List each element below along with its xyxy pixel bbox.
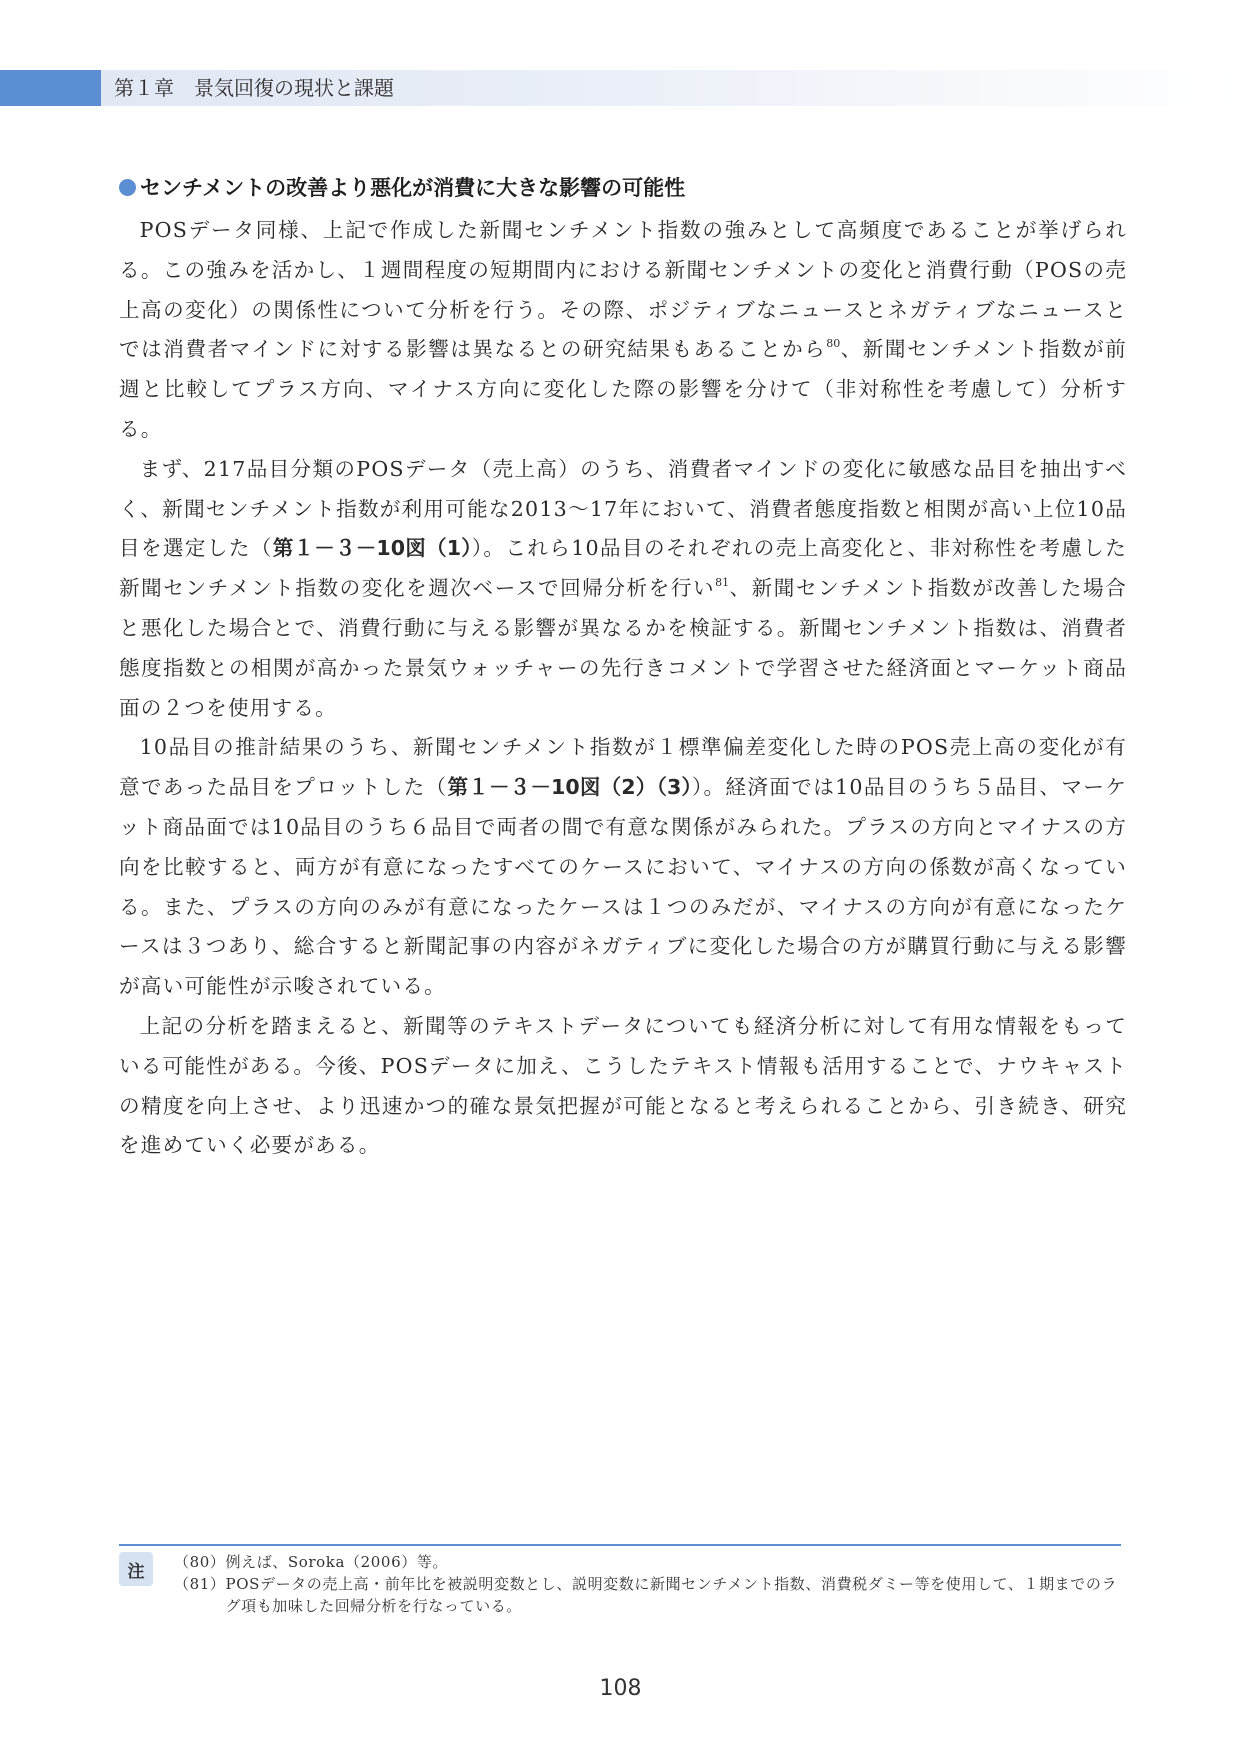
paragraph-1-text-b: 、新聞センチメント指数が前週と比較してプラス方向、マイナス方向に変化した際の影響を分けて（非対称性を考慮して）分析する。 bbox=[119, 337, 1127, 441]
bullet-circle-icon bbox=[119, 179, 136, 196]
paragraph-2-text-b: ）。これら10品目のそれぞれの売上高変化と、非対称性を考慮した新聞センチメント指数の変化を週次ベースで回帰分析を行い bbox=[119, 536, 1127, 601]
chapter-header-tab bbox=[0, 70, 101, 106]
notes-divider bbox=[119, 1544, 1121, 1546]
footnote-text: 例えば、Soroka（2006）等。 bbox=[225, 1553, 449, 1571]
figure-reference: 第１－３－10図（1） bbox=[272, 536, 472, 561]
footnote-item bbox=[174, 1551, 1120, 1573]
paragraph-3-text-a: 10品目の推計結果のうち、新聞センチメント指数が１標準偏差変化した時のPOS売上高の変化が有意であった品目をプロットした（ bbox=[119, 735, 1127, 800]
paragraph-1 bbox=[119, 211, 1127, 450]
paragraph-4-text: 上記の分析を踏まえると、新聞等のテキストデータについても経済分析に対して有用な情報をもっている可能性がある。今後、POSデータに加え、こうしたテキスト情報も活用することで、ナウキャストの精度を向上させ、より迅速かつ的確な景気把握が可能となると考えられることから、引き続き、研究を進めていく必要がある。 bbox=[119, 1013, 1127, 1158]
footnote-number: （80） bbox=[174, 1553, 226, 1571]
body-text bbox=[119, 211, 1127, 1166]
section-heading bbox=[119, 172, 685, 202]
footnote-item bbox=[174, 1573, 1120, 1617]
notes-label: 注 bbox=[119, 1552, 153, 1586]
paragraph-3-text-b: ）。経済面では10品目のうち５品目、マーケット商品面では10品目のうち６品目で両者の間で有意な関係がみられた。プラスの方向とマイナスの方向を比較すると、両方が有意になったすべてのケースにおいて、マイナスの方向の係数が高くなっている。また、プラスの方向のみが有意になったケースは１つのみだが、マイナスの方向が有意になったケースは３つあり、総合すると新聞記事の内容がネガティブに変化した場合の方が購買行動に与える影響が高い可能性が示唆されている。 bbox=[119, 775, 1127, 999]
paragraph-2-text-a: まず、217品目分類のPOSデータ（売上高）のうち、消費者マインドの変化に敏感な品目を抽出すべく、新聞センチメント指数が利用可能な2013〜17年において、消費者態度指数と相関が高い上位10品目を選定した（ bbox=[119, 456, 1127, 561]
paragraph-1-text-a: POSデータ同様、上記で作成した新聞センチメント指数の強みとして高頻度であることが挙げられる。この強みを活かし、１週間程度の短期間内における新聞センチメントの変化と消費行動（POSの売上高の変化）の関係性について分析を行う。その際、ポジティブなニュースとネガティブなニュースとでは消費者マインドに対する影響は異なるとの研究結果もあることから bbox=[119, 218, 1127, 362]
section-heading-text: センチメントの改善より悪化が消費に大きな影響の可能性 bbox=[140, 176, 686, 200]
footnote-text: POSデータの売上高・前年比を被説明変数とし、説明変数に新聞センチメント指数、消費税ダミー等を使用して、１期までのラグ項も加味した回帰分析を行なっている。 bbox=[225, 1575, 1118, 1615]
footnote-number: （81） bbox=[174, 1575, 226, 1593]
figure-reference: 第１－３－10図（2）（3） bbox=[447, 775, 692, 800]
footnotes bbox=[174, 1551, 1120, 1617]
page-number: 108 bbox=[599, 1676, 642, 1701]
paragraph-4 bbox=[119, 1007, 1127, 1166]
footnote-ref-81: 81 bbox=[715, 576, 730, 590]
paragraph-3 bbox=[119, 728, 1127, 1007]
paragraph-2-text-c: 、新聞センチメント指数が改善した場合と悪化した場合とで、消費行動に与える影響が異なるかを検証する。新聞センチメント指数は、消費者態度指数との相関が高かった景気ウォッチャーの先行きコメントで学習させた経済面とマーケット商品面の２つを使用する。 bbox=[119, 576, 1127, 720]
paragraph-2 bbox=[119, 450, 1127, 729]
chapter-title: 第１章 景気回復の現状と課題 bbox=[114, 76, 394, 100]
footnote-ref-80: 80 bbox=[826, 337, 841, 351]
